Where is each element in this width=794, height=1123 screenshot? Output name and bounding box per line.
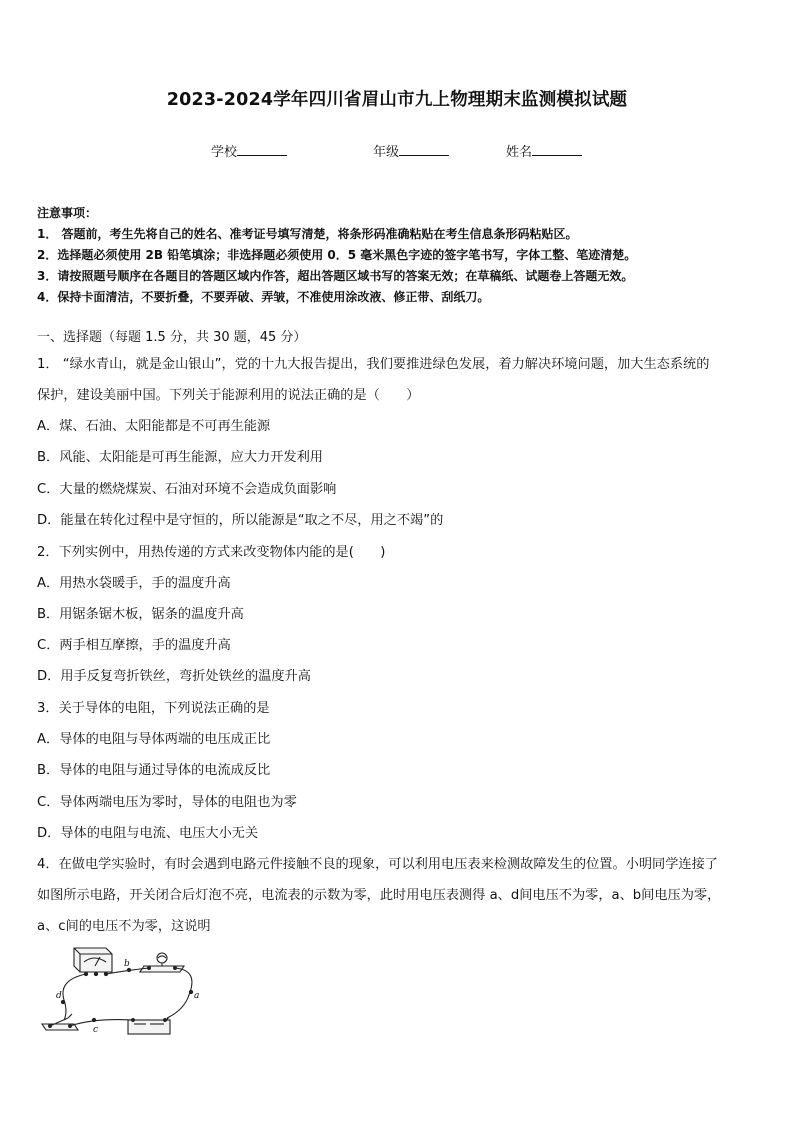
notes-block: [37, 203, 636, 308]
note-item: 4．保持卡面清洁，不要折叠，不要弄破、弄皱，不准使用涂改液、修正带、刮纸刀。: [37, 290, 490, 304]
q3-option-c: C．导体两端电压为零时，导体的电阻也为零: [37, 795, 297, 810]
lamp-icon: [140, 953, 184, 972]
school-label: 学校: [211, 145, 238, 160]
label-d: d: [56, 991, 62, 1001]
grade-label: 年级: [373, 145, 400, 160]
q4-stem-line3: a、c间的电压不为零，这说明: [37, 919, 211, 934]
school-blank: [237, 143, 287, 156]
switch-icon: [42, 1014, 78, 1030]
note-item: 2．选择题必须使用 2B 铅笔填涂；非选择题必须使用 0．5 毫米黑色字迹的签字笔书写，字体工整、笔迹清楚。: [37, 248, 637, 262]
q4-stem-line1: 4．在做电学实验时，有时会遇到电路元件接触不良的现象，可以利用电压表来检测故障发生的位置。小明同学连接了: [37, 857, 718, 872]
note-item: 1． 答题前，考生先将自己的姓名、准考证号填写清楚，将条形码准确粘贴在考生信息条形码粘贴区。: [37, 227, 578, 241]
q3-option-d: D．导体的电阻与电流、电压大小无关: [37, 826, 259, 841]
section-heading: 一、选择题（每题 1.5 分，共 30 题，45 分）: [37, 330, 307, 345]
q1-stem-line2: 保护，建设美丽中国。下列关于能源利用的说法正确的是（ ）: [37, 388, 420, 403]
ammeter-icon: [74, 948, 112, 976]
grade-blank: [399, 143, 449, 156]
name-label: 姓名: [506, 145, 533, 160]
battery-icon: [128, 1019, 170, 1034]
q1-option-c: C．大量的燃烧煤炭、石油对环境不会造成负面影响: [37, 482, 337, 497]
name-blank: [532, 143, 582, 156]
q2-option-c: C．两手相互摩擦，手的温度升高: [37, 638, 231, 653]
q2-stem: 2．下列实例中，用热传递的方式来改变物体内能的是( ): [37, 545, 386, 560]
q3-option-b: B．导体的电阻与通过导体的电流成反比: [37, 763, 271, 778]
note-item: 3．请按照题号顺序在各题目的答题区域内作答，超出答题区域书写的答案无效；在草稿纸、试题卷上答题无效。: [37, 269, 634, 283]
label-c: c: [93, 1025, 99, 1035]
q2-option-b: B．用锯条锯木板，锯条的温度升高: [37, 607, 244, 622]
notes-heading: 注意事项：: [37, 206, 98, 220]
label-a: a: [194, 991, 200, 1001]
q1-option-d: D．能量在转化过程中是守恒的，所以能源是“取之不尽，用之不竭”的: [37, 513, 444, 528]
grade-field: [373, 141, 449, 160]
name-field: [506, 141, 582, 160]
q4-stem-line2: 如图所示电路，开关闭合后灯泡不亮，电流表的示数为零，此时用电压表测得 a、d间电压不为零，a、b间电压为零，: [37, 888, 721, 903]
page-title: 2023-2024学年四川省眉山市九上物理期末监测模拟试题: [166, 90, 628, 110]
q1-option-b: B．风能、太阳能是可再生能源，应大力开发利用: [37, 450, 323, 465]
label-b: b: [124, 959, 130, 969]
circuit-diagram: [34, 940, 204, 1042]
q3-option-a: A．导体的电阻与导体两端的电压成正比: [37, 732, 271, 747]
q2-option-a: A．用热水袋暖手，手的温度升高: [37, 576, 231, 591]
q1-option-a: A．煤、石油、太阳能都是不可再生能源: [37, 419, 271, 434]
q2-option-d: D．用手反复弯折铁丝，弯折处铁丝的温度升高: [37, 669, 311, 684]
school-field: [211, 141, 287, 160]
q3-stem: 3．关于导体的电阻，下列说法正确的是: [37, 701, 270, 716]
q1-stem-line1: 1． “绿水青山，就是金山银山”，党的十九大报告提出，我们要推进绿色发展，着力解决环境问题，加大生态系统的: [37, 357, 710, 372]
